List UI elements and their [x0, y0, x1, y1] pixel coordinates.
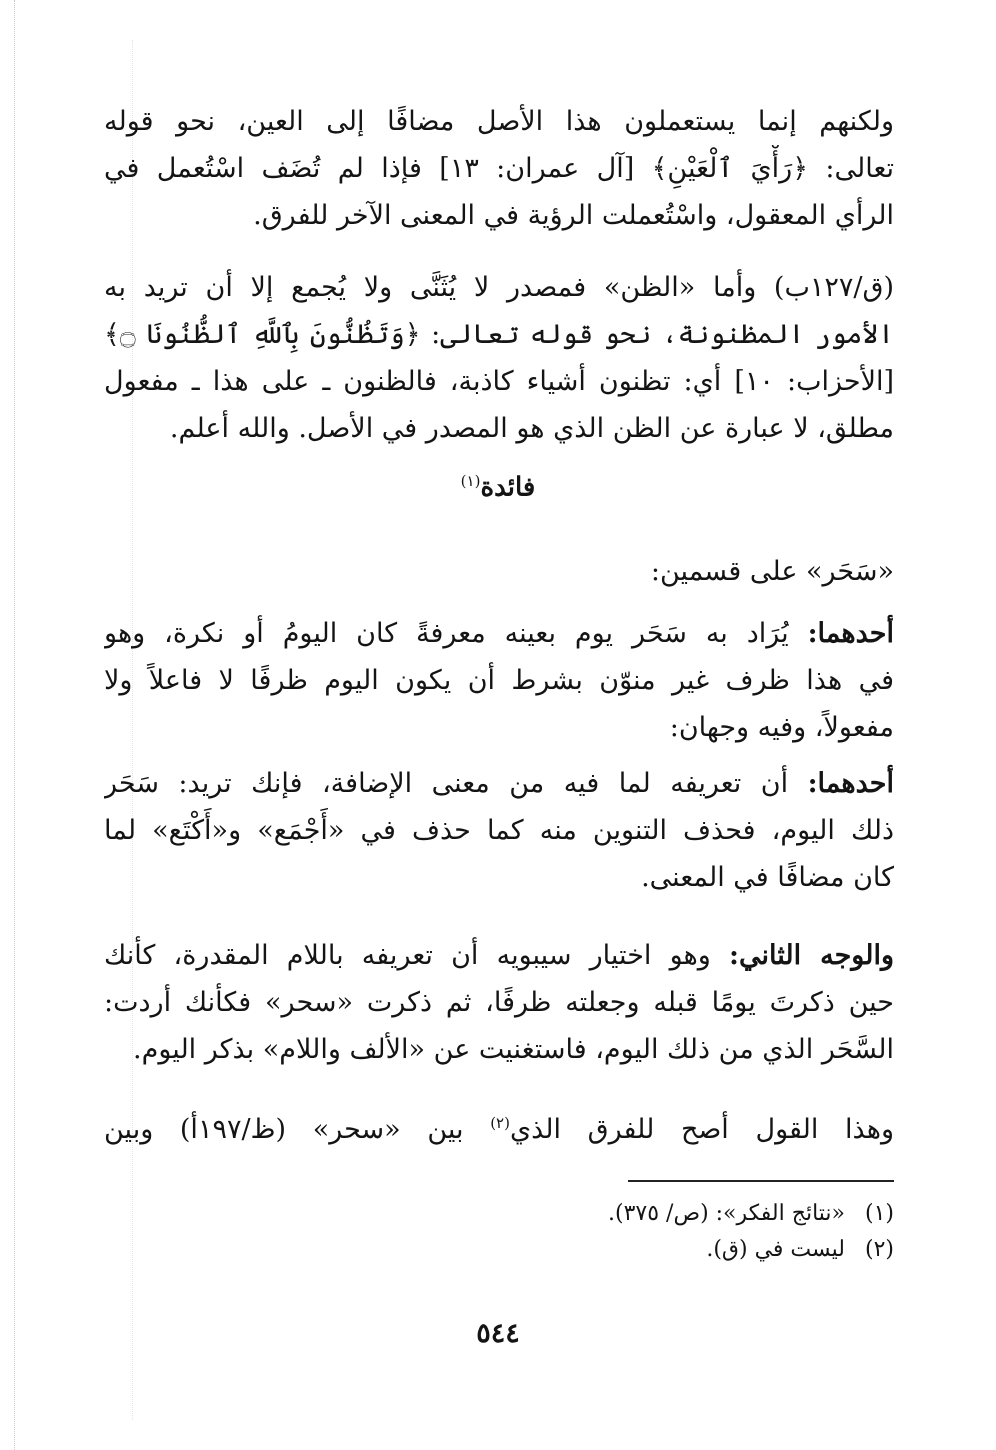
text-line: مطلق، لا عبارة عن الظن الذي هو المصدر في الأصل. والله أعلم.	[169, 413, 894, 444]
text-line: في هذا ظرف غير منوّن بشرط أن يكون اليوم ظرفًا لا فاعلاً ولا	[104, 665, 894, 696]
footnote-item	[104, 1232, 894, 1268]
footnote-ref: (١)	[460, 472, 481, 490]
footnote-separator	[628, 1180, 894, 1182]
scan-artifact-left	[14, 0, 17, 1450]
footnote-number: (٢)	[864, 1237, 894, 1262]
paragraph-first-aspect	[104, 760, 894, 901]
text-run: يُرَاد به سَحَر يوم بعينه معرفةً كان اليومُ أو نكرة، وهو	[104, 618, 808, 649]
text-run: أن تعريفه لما فيه من معنى الإضافة، فإنك تريد: سَحَر	[104, 768, 808, 799]
footnote-text: ليست في (ق).	[706, 1237, 845, 1262]
text-line: (ق/١٢٧ب) وأما «الظن» فمصدر لا يُثَنَّى ولا يُجمع إلا أن تريد به	[104, 272, 894, 303]
text-run: بين «سحر» (ظ/١٩٧أ) وبين	[104, 1114, 491, 1145]
text-line	[104, 760, 894, 807]
text-line: «سَحَر» على قسمين:	[650, 556, 894, 587]
paragraph-closing	[104, 1100, 894, 1153]
text-line: الأمور المظنونة، نحو قوله تعالى: ﴿وَتَظُنُّونَ بِٱللَّهِ ٱلظُّنُونَا ۝﴾	[104, 319, 894, 350]
text-line: [الأحزاب: ١٠] أي: تظنون أشياء كاذبة، فالظنون ـ على هذا ـ مفعول	[104, 366, 894, 397]
text-line: الرأي المعقول، واسْتُعملت الرؤية في المعنى الآخر للفرق.	[253, 200, 894, 231]
paragraph-second-aspect	[104, 932, 894, 1073]
text-line: كان مضافًا في المعنى.	[641, 862, 894, 893]
text-line: السَّحَر الذي من ذلك اليوم، فاستغنيت عن «الألف واللام» بذكر اليوم.	[133, 1034, 894, 1065]
paragraph-ayn	[104, 98, 894, 239]
footnote-ref: (٢)	[490, 1114, 510, 1132]
text-line	[104, 932, 894, 979]
text-line: ذلك اليوم، فحذف التنوين منه كما حذف في «أَجْمَع» و«أَكْتَع» لما	[104, 815, 894, 846]
lead-term: والوجه الثاني:	[729, 940, 894, 971]
section-heading	[0, 472, 996, 503]
footnotes	[104, 1196, 894, 1268]
lead-term: أحدهما:	[807, 768, 894, 799]
text-line	[104, 1100, 894, 1153]
paragraph-zann	[104, 264, 894, 452]
heading-text: فائدة	[480, 472, 536, 503]
text-run: وهذا القول أصح للفرق الذي	[509, 1114, 894, 1145]
paragraph-sahar-intro	[104, 548, 894, 595]
text-line: حين ذكرتَ يومًا قبله وجعلته ظرفًا، ثم ذكرت «سحر» فكأنك أردت:	[104, 987, 894, 1018]
paragraph-first-type	[104, 610, 894, 751]
footnote-item	[104, 1196, 894, 1232]
page-number: ٥٤٤	[476, 1318, 520, 1349]
text-line: تعالى: ﴿رَأْيَ ٱلْعَيْنِ﴾ [آل عمران: ١٣] فإذا لم تُضَف اسْتُعمل في	[104, 153, 894, 184]
text-run: وهو اختيار سيبويه أن تعريفه باللام المقدرة، كأنك	[104, 940, 730, 971]
lead-term: أحدهما:	[807, 618, 894, 649]
text-line	[104, 610, 894, 657]
text-line: ولكنهم إنما يستعملون هذا الأصل مضافًا إلى العين، نحو قوله	[104, 106, 894, 137]
footnote-number: (١)	[864, 1201, 894, 1226]
text-line: مفعولاً، وفيه وجهان:	[669, 712, 894, 743]
footnote-text: «نتائج الفكر»: (ص/ ٣٧٥).	[608, 1201, 845, 1226]
